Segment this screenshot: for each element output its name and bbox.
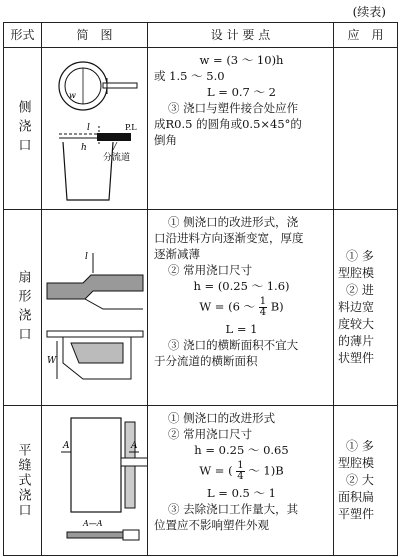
table-row xyxy=(4,48,398,210)
formula-w: W = (6 ～ $\frac{1}{4}$ B) xyxy=(199,296,284,318)
header-application: 应 用 xyxy=(334,23,398,48)
table-row xyxy=(4,210,398,406)
svg-text:A: A xyxy=(62,440,69,451)
gate-design-table xyxy=(3,22,398,556)
formula-w: W = ( $\frac{1}{4}$ ～ 1)B xyxy=(199,460,284,482)
design-points: ① 侧浇口的改进形式，浇 口沿进料方向逐渐变宽，厚度 逐渐减薄 ② 常用浇口尺寸 h = (0.25 ～ 1.6) W = (6 ～ $\frac{1}{4}$ B) L = 1 ③ 浇口的横断面积不宜大 于分流道的横断面积 xyxy=(148,210,334,406)
svg-text:l: l xyxy=(86,122,90,133)
continued-label: (续表) xyxy=(352,5,386,19)
sketch-slot-gate xyxy=(42,406,148,556)
table-row xyxy=(4,406,398,556)
svg-text:h: h xyxy=(80,142,87,153)
svg-text:A—A: A—A xyxy=(82,518,103,528)
header-row xyxy=(4,23,398,48)
header-design: 设 计 要 点 xyxy=(148,23,334,48)
svg-text:w: w xyxy=(68,90,76,100)
application: ① 多 型腔模 ② 进 料边宽 度较大 的薄片 状塑件 xyxy=(334,210,398,406)
application: ① 多 型腔模 ② 大 面积扁 平塑件 xyxy=(334,406,398,556)
row-name: 侧浇口 xyxy=(4,48,42,210)
design-points: ① 侧浇口的改进形式 ② 常用浇口尺寸 h = 0.25 ～ 0.65 W = ( $\frac{1}{4}$ ～ 1)B L = 0.5 ～ 1 ③ 去除浇口工作量大，其 位置应不影响塑件外观 xyxy=(148,406,334,556)
sketch-fan-gate xyxy=(42,210,148,406)
svg-text:l: l xyxy=(84,251,88,262)
svg-text:P.L: P.L xyxy=(124,122,137,132)
header-form: 形式 xyxy=(4,23,42,48)
svg-text:A: A xyxy=(130,440,137,451)
design-points: w = (3 ～ 10)h 或 1.5 ～ 5.0 L = 0.7 ～ 2 ③ 浇口与塑件接合处应作 成R0.5 的圆角或0.5×45°的 倒角 xyxy=(148,48,334,210)
row-name: 扇形浇口 xyxy=(4,210,42,406)
application xyxy=(334,48,398,210)
header-sketch: 简 图 xyxy=(42,23,148,48)
sketch-side-gate xyxy=(42,48,148,210)
svg-text:W: W xyxy=(46,355,56,366)
svg-text:分流道: 分流道 xyxy=(102,152,130,163)
row-name: 平缝式浇口 xyxy=(4,406,42,556)
